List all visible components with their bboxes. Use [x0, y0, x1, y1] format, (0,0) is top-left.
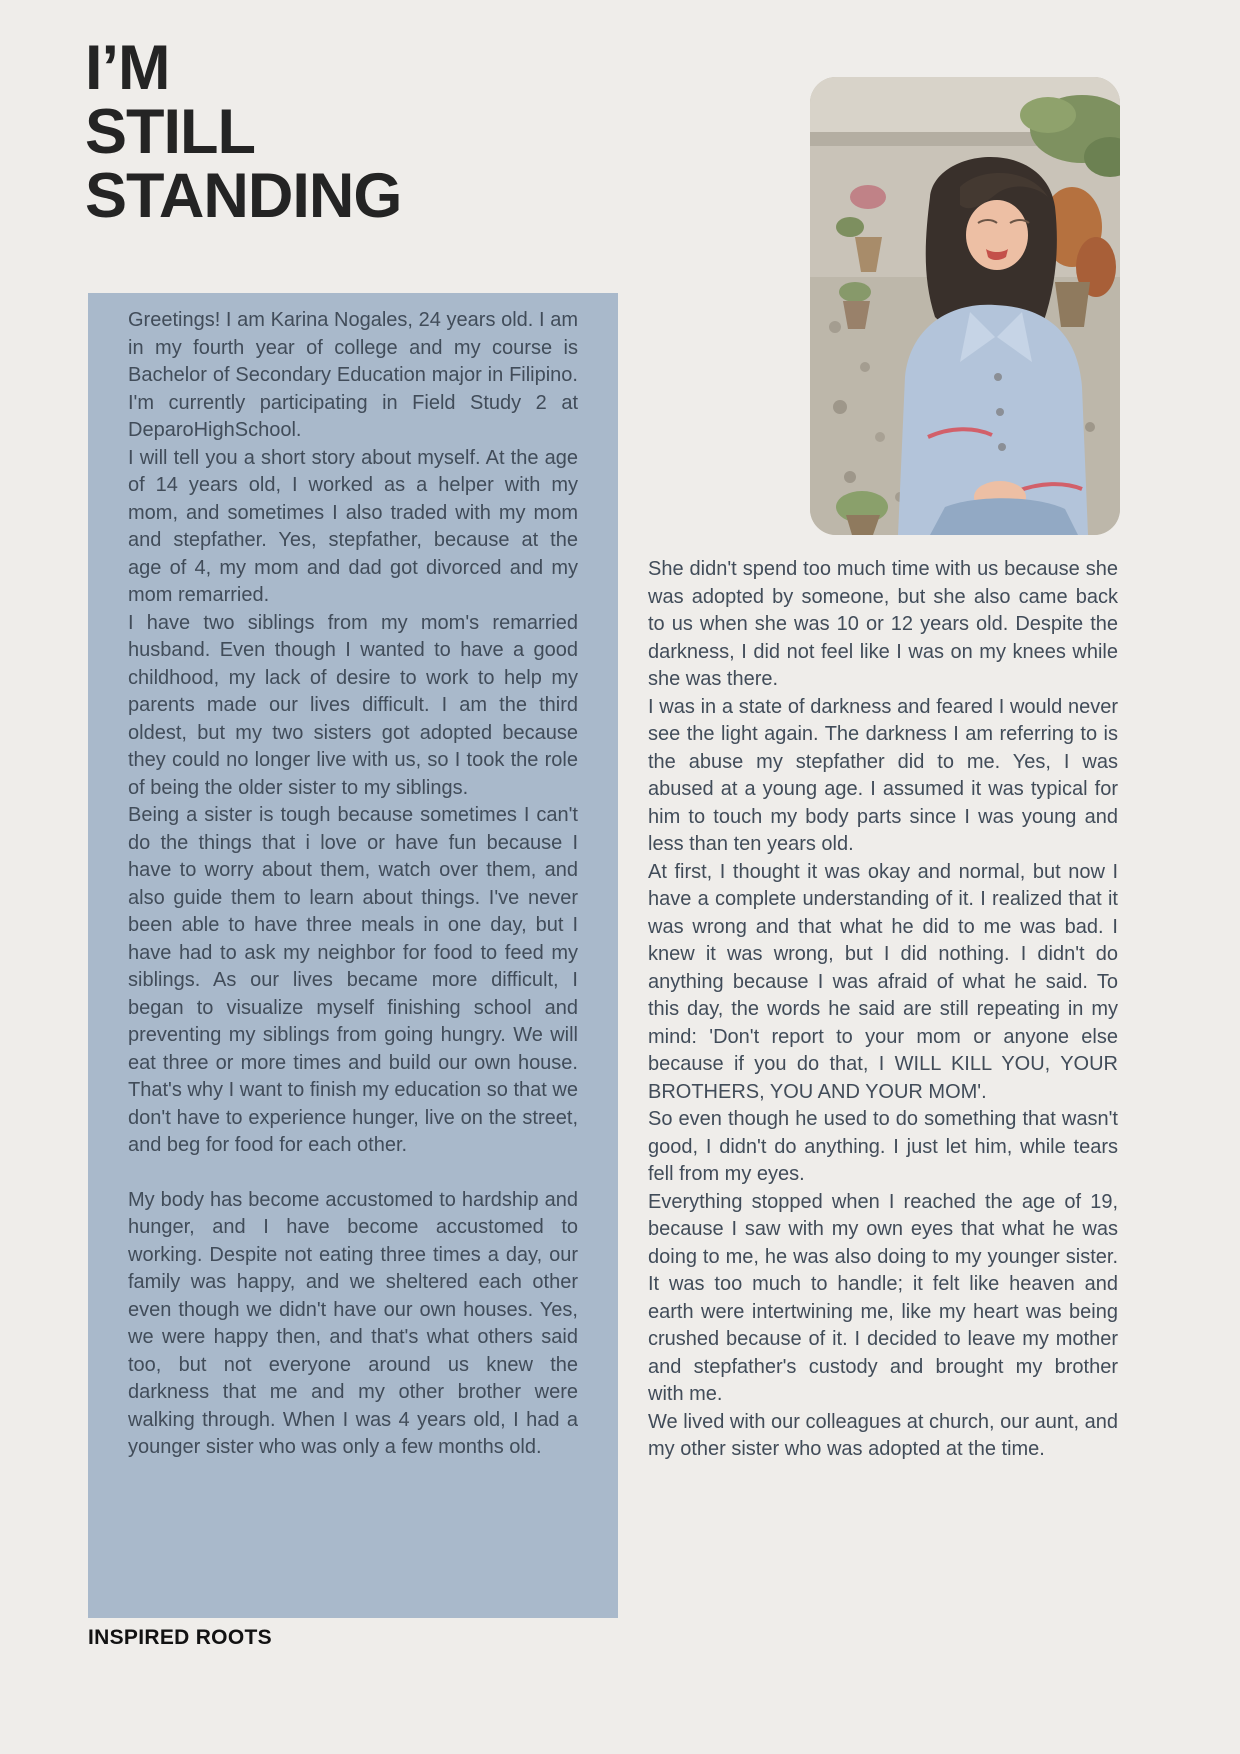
paragraph-gap: [128, 1160, 578, 1187]
portrait-photo-illustration: [810, 77, 1120, 535]
right-column-text: [648, 556, 1118, 1464]
paragraph: Everything stopped when I reached the age of 19, because I saw with my own eyes that what he was doing to me, he was also doing to my younger sister. It was too much to handle; it felt like heaven and earth were intertwining me, like my heart was being crushed because of it. I decided to leave my mother and stepfather's custody and brought my brother with me.: [648, 1190, 1118, 1405]
paragraph: I will tell you a short story about myself. At the age of 14 years old, I worked as a helper with my mom, and sometimes I also traded with my mom and stepfather. Yes, stepfather, because at the age of 4, my mom and dad got divorced and my mom remarried.: [128, 446, 578, 606]
footer-brand: INSPIRED ROOTS: [88, 1626, 272, 1649]
paragraph: We lived with our colleagues at church, our aunt, and my other sister who was adopted at the time.: [648, 1410, 1118, 1460]
paragraph: I have two siblings from my mom's remarried husband. Even though I wanted to have a good childhood, my lack of desire to work to help my parents made our lives difficult. I am the third oldest, but my two sisters got adopted because they could no longer live with us, so I took the role of being the older sister to my siblings.: [128, 611, 578, 799]
title-line-3: STANDING: [85, 161, 402, 231]
title-line-2: STILL: [85, 97, 255, 167]
paragraph: She didn't spend too much time with us because she was adopted by someone, but she also came back to us when she was 10 or 12 years old. Despite the darkness, I did not feel like I was on my knees while she was there.: [648, 558, 1118, 690]
page-title: [85, 33, 402, 231]
right-column-block: [648, 556, 1118, 1464]
paragraph: So even though he used to do something that wasn't good, I didn't do anything. I just let him, while tears fell from my eyes.: [648, 1108, 1118, 1185]
portrait-photo: [810, 77, 1120, 535]
paragraph: At first, I thought it was okay and normal, but now I have a complete understanding of it. I realized that it was wrong and that what he did to me was bad. I knew it was wrong, but I did nothing. I didn't do anything because I was afraid of what he said. To this day, the words he said are still repeating in my mind: 'Don't report to your mom or anyone else because if you do that, I WILL KILL YOU, YOUR BROTHERS, YOU AND YOUR MOM'.: [648, 860, 1118, 1103]
title-line-1: I’M: [85, 33, 170, 103]
left-text-panel: [88, 293, 618, 1618]
paragraph: Being a sister is tough because sometimes I can't do the things that i love or have fun because I have to worry about them, watch over them, and also guide them to learn about things. I've never been able to have three meals in one day, but I have had to ask my neighbor for food to feed my siblings. As our lives became more difficult, I began to visualize myself finishing school and preventing my siblings from going hungry. We will eat three or more times and build our own house. That's why I want to finish my education so that we don't have to experience hunger, live on the street, and beg for food for each other.: [128, 804, 578, 1156]
left-column-block-2: [128, 1187, 578, 1462]
paragraph: My body has become accustomed to hardship and hunger, and I have become accustomed to working. Despite not eating three times a day, our family was happy, and we sheltered each other even though we didn't have our own houses. Yes, we were happy then, and that's what others said too, but not everyone around us knew the darkness that me and my other brother were walking through. When I was 4 years old, I had a younger sister who was only a few months old.: [128, 1188, 578, 1458]
left-column-block-1: [128, 307, 578, 1160]
left-column-text: [128, 307, 578, 1462]
paragraph: Greetings! I am Karina Nogales, 24 years old. I am in my fourth year of college and my course is Bachelor of Secondary Education major in Filipino. I'm currently participating in Field Study 2 at DeparoHighSchool.: [128, 309, 578, 441]
paragraph: I was in a state of darkness and feared I would never see the light again. The darkness I am referring to is the abuse my stepfather did to me. Yes, I was abused at a young age. I assumed it was typical for him to touch my body parts since I was young and less than ten years old.: [648, 695, 1118, 855]
